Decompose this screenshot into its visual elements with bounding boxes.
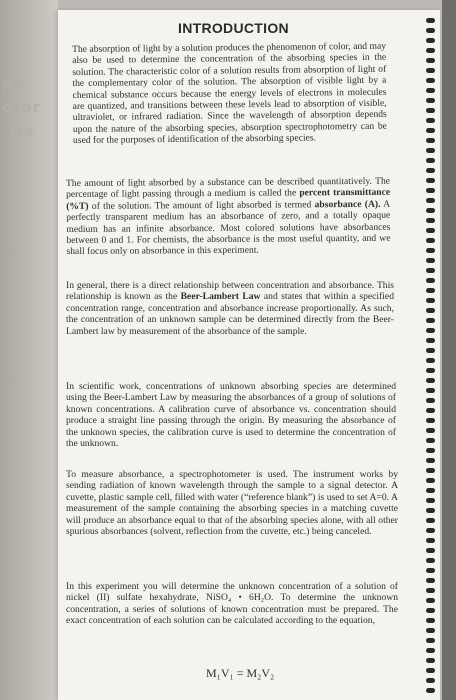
spiral-coil bbox=[426, 538, 435, 543]
spiral-coil bbox=[426, 188, 435, 193]
spiral-coil bbox=[426, 168, 435, 173]
paragraph-transmittance-text-a: The amount of light absorbed by a substance can be described quantitatively. The percentage of light passing through a medium is called the bbox=[66, 175, 391, 201]
spiral-coil bbox=[426, 638, 435, 643]
spiral-coil bbox=[426, 238, 435, 243]
spiral-coil bbox=[426, 508, 435, 513]
spiral-coil bbox=[426, 218, 435, 223]
spiral-binding bbox=[422, 10, 440, 700]
spiral-coil bbox=[426, 198, 435, 203]
spiral-coil bbox=[426, 268, 435, 273]
spiral-coil bbox=[426, 308, 435, 313]
spiral-coil bbox=[426, 138, 435, 143]
spiral-coil bbox=[426, 458, 435, 463]
paragraph-beer-lambert-text-c: and states that within a specified concentration range, concentration and absorbance increase proportionally. As such, the concentration of an unknown sample can be determined directly from the Beer-Lambert law by measurement of the absorbance of the sample. bbox=[66, 291, 394, 337]
paragraph-absorption: The absorption of light by a solution produces the phenomenon of color, and may also be used to determine the concentration of the absorbing species in the solution. The characteristic color of a solution results from absorption of light of the complementary color of the solution. The absorption of visible light by a chemical substance occurs because the energy levels of electrons in molecules are quantized, and transitions between these levels lead to absorption of visible, ultraviolet, or infrared radiation. Since the wavelength of absorption depends upon the nature of the absorbing species, absorption spectrophotometry can be used for the purposes of identification of the absorbing species. bbox=[72, 40, 387, 147]
spiral-coil bbox=[426, 178, 435, 183]
paragraph-experiment: In this experiment you will determine the unknown concentration of a solution of nickel (II) sulfate hexahydrate, NiSO₄ • 6H₂O. To determine the unknown concentration, a series of solutions of known concentration must be prepared. The exact concentration of each solution can be calculated according to the equation, bbox=[66, 581, 398, 627]
term-percent-transmittance: percent transmittance (%T) bbox=[66, 187, 391, 212]
spiral-coil bbox=[426, 478, 435, 483]
paragraph-transmittance-text-e: A perfectly transparent medium has an absorbance of zero, and a totally opaque medium has an infinite absorbance. Most colored solutions have absorbances between 0 and 1. For chemists, the absorbance is the most useful quantity, and we shall focus only on absorbance in this experiment. bbox=[66, 198, 391, 258]
spiral-coil bbox=[426, 28, 435, 33]
background-text-1: no bbox=[2, 76, 25, 94]
spiral-coil bbox=[426, 548, 435, 553]
spiral-coil bbox=[426, 338, 435, 343]
spiral-coil bbox=[426, 318, 435, 323]
spiral-coil bbox=[426, 328, 435, 333]
spiral-coil bbox=[426, 228, 435, 233]
spiral-coil bbox=[426, 388, 435, 393]
spiral-coil bbox=[426, 38, 435, 43]
spiral-coil bbox=[426, 518, 435, 523]
spiral-coil bbox=[426, 288, 435, 293]
spiral-coil bbox=[426, 108, 435, 113]
dilution-equation: M₁V₁ = M₂V₂ bbox=[206, 666, 275, 680]
spiral-coil bbox=[426, 48, 435, 53]
spiral-coil bbox=[426, 608, 435, 613]
term-beer-lambert-law: Beer-Lambert Law bbox=[180, 291, 261, 303]
spiral-coil bbox=[426, 278, 435, 283]
spiral-coil bbox=[426, 668, 435, 673]
spiral-coil bbox=[426, 578, 435, 583]
spiral-coil bbox=[426, 628, 435, 633]
spiral-coil bbox=[426, 428, 435, 433]
spiral-coil bbox=[426, 378, 435, 383]
paragraph-spectrophotometer: To measure absorbance, a spectrophotometer is used. The instrument works by sending radiation of known wavelength through the sample to a signal detector. A cuvette, plastic sample cell, filled with water (“reference blank”) is used to set A=0. A measurement of the sample containing the absorbing species in a matching cuvette will produce an absorbance equal to that of the absorbing species alone, with all other spurious absorbances (solvent, reflection from the cuvette, etc.) being canceled. bbox=[66, 469, 398, 538]
spiral-coil bbox=[426, 18, 435, 23]
spiral-coil bbox=[426, 408, 435, 413]
spiral-coil bbox=[426, 88, 435, 93]
background-text-2: otor bbox=[2, 98, 42, 116]
spiral-coil bbox=[426, 448, 435, 453]
background-text-3: Ha bbox=[10, 122, 35, 140]
spiral-coil bbox=[426, 658, 435, 663]
paragraph-calibration: In scientific work, concentrations of unknown absorbing species are determined using the Beer-Lambert Law by measuring the absorbances of a group of solutions of known concentrations. A calibration curve of absorbance vs. concentration should produce a straight line passing through the origin. By measuring the absorbance of the unknown species, the calibration curve is used to determine the concentration of the unknown. bbox=[66, 381, 396, 450]
paragraph-beer-lambert bbox=[66, 280, 394, 337]
spiral-coil bbox=[426, 498, 435, 503]
spiral-coil bbox=[426, 248, 435, 253]
spiral-coil bbox=[426, 648, 435, 653]
spiral-coil bbox=[426, 348, 435, 353]
document-page bbox=[58, 10, 440, 700]
spiral-coil bbox=[426, 468, 435, 473]
spiral-coil bbox=[426, 158, 435, 163]
spiral-coil bbox=[426, 528, 435, 533]
spiral-coil bbox=[426, 598, 435, 603]
desk-background-right bbox=[442, 0, 456, 700]
spiral-coil bbox=[426, 398, 435, 403]
spiral-coil bbox=[426, 588, 435, 593]
page-title: INTRODUCTION bbox=[178, 20, 289, 36]
spiral-coil bbox=[426, 208, 435, 213]
spiral-coil bbox=[426, 298, 435, 303]
spiral-coil bbox=[426, 678, 435, 683]
spiral-coil bbox=[426, 118, 435, 123]
paragraph-transmittance bbox=[66, 176, 391, 258]
desk-background-left bbox=[0, 0, 58, 700]
spiral-coil bbox=[426, 488, 435, 493]
spiral-coil bbox=[426, 438, 435, 443]
spiral-coil bbox=[426, 128, 435, 133]
term-absorbance: absorbance (A). bbox=[314, 198, 381, 211]
spiral-coil bbox=[426, 58, 435, 63]
spiral-coil bbox=[426, 78, 435, 83]
spiral-coil bbox=[426, 148, 435, 153]
spiral-coil bbox=[426, 68, 435, 73]
paragraph-transmittance-text-c: of the solution. The amount of light absorbed is termed bbox=[88, 199, 315, 212]
spiral-coil bbox=[426, 258, 435, 263]
spiral-coil bbox=[426, 418, 435, 423]
spiral-coil bbox=[426, 688, 435, 693]
spiral-coil bbox=[426, 618, 435, 623]
spiral-coil bbox=[426, 568, 435, 573]
spiral-coil bbox=[426, 98, 435, 103]
spiral-coil bbox=[426, 368, 435, 373]
spiral-coil bbox=[426, 558, 435, 563]
paragraph-beer-lambert-text-a: In general, there is a direct relationship between concentration and absorbance. This relationship is known as the bbox=[66, 280, 394, 303]
spiral-coil bbox=[426, 358, 435, 363]
